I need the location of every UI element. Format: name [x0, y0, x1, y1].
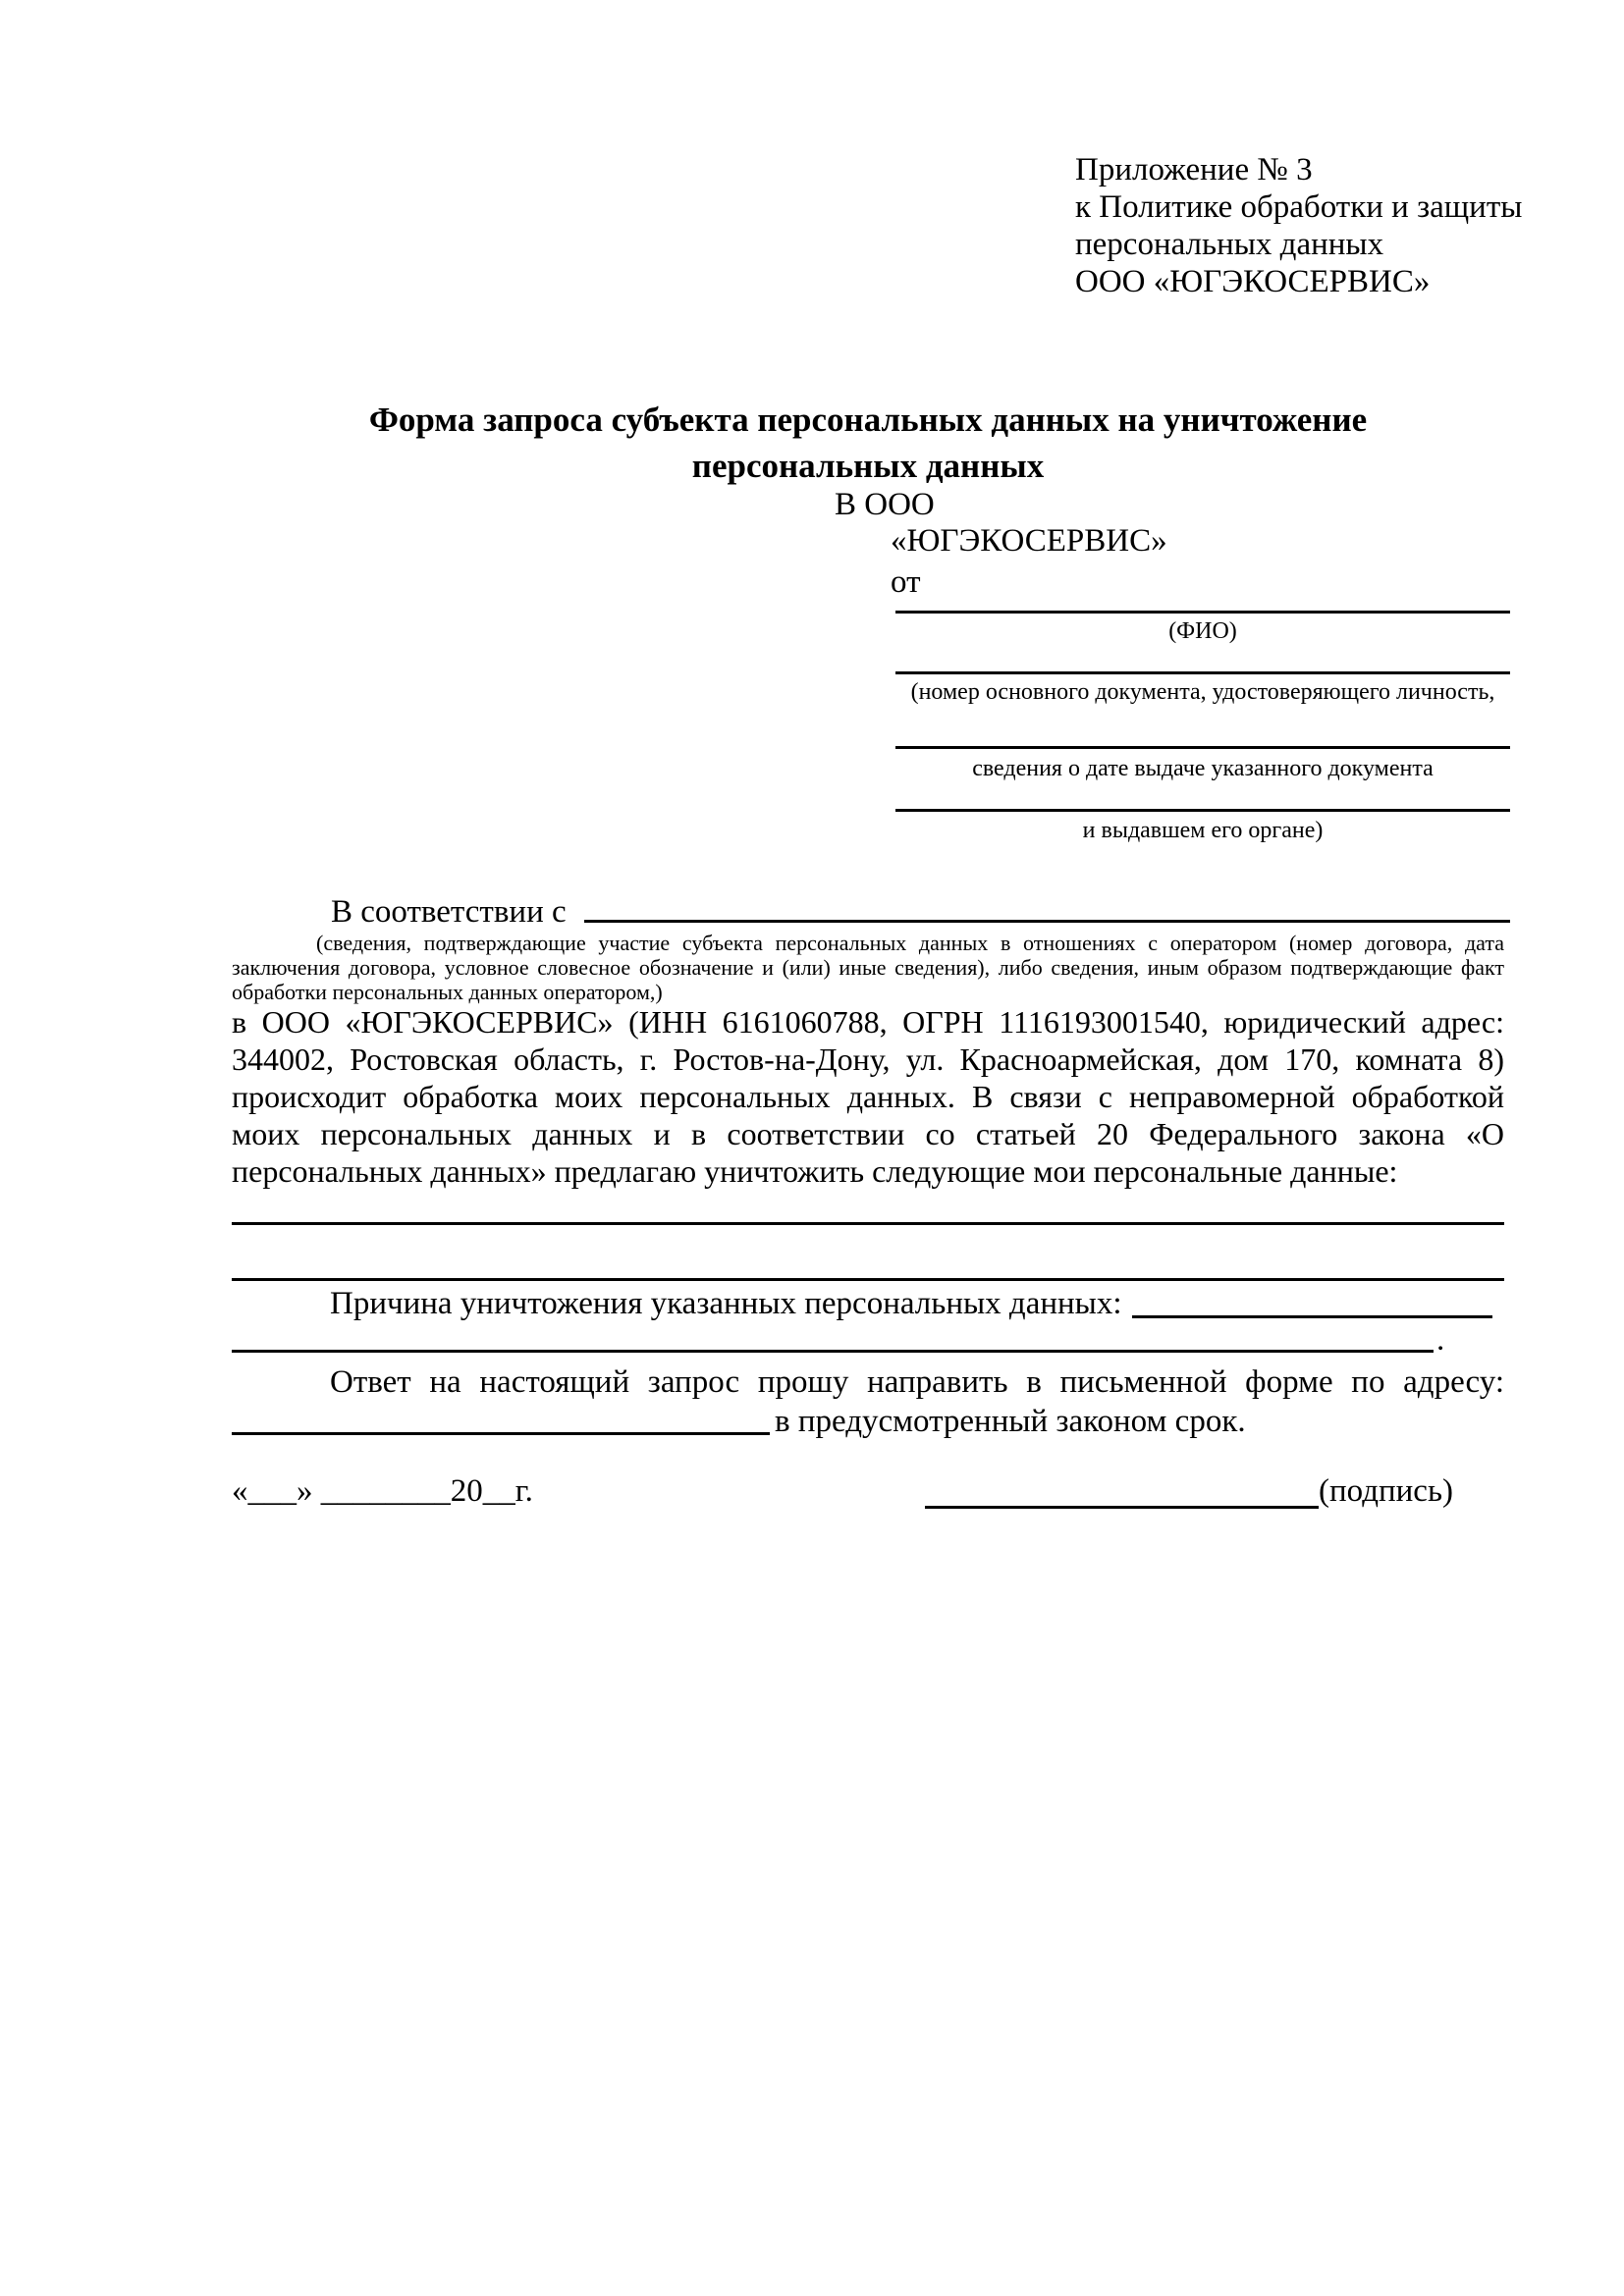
issue-date-blank-line [895, 746, 1510, 749]
body-line-4: моих персональных данных и в соответствии со статьей 20 Федерального закона «О [232, 1116, 1504, 1151]
fio-caption: (ФИО) [1168, 618, 1237, 644]
issuer-caption: и выдавшем его органе) [1082, 818, 1324, 843]
fine-print-line-2: заключения договора, условное словесное обозначение и (или) иные сведения), либо сведения, иным образом подтверждающие факт [232, 955, 1504, 980]
recipient-to: В ООО [835, 487, 935, 522]
date-blank-line: «___» ________20__г. [232, 1473, 533, 1509]
appendix-line-1: Приложение № 3 [1075, 152, 1313, 187]
body-paragraph [232, 1003, 1504, 1190]
document-number-blank-line [895, 671, 1510, 674]
body-line-1: в ООО «ЮГЭКОСЕРВИС» (ИНН 6161060788, ОГРН 1116193001540, юридический адрес: [232, 1004, 1504, 1040]
fine-print-line-3: обработки персональных данных оператором,) [232, 980, 663, 1004]
reply-address-blank-line [232, 1432, 770, 1435]
document-number-caption: (номер основного документа, удостоверяющего личность, [910, 679, 1495, 705]
issue-date-caption: сведения о дате выдаче указанного документа [972, 756, 1434, 781]
data-blank-line-2 [232, 1278, 1504, 1281]
recipient-org: «ЮГЭКОСЕРВИС» [891, 523, 1167, 559]
document-title-line-2: персональных данных [691, 447, 1045, 485]
reply-request-suffix: в предусмотренный законом срок. [775, 1404, 1246, 1439]
data-blank-line-1 [232, 1222, 1504, 1225]
signature-caption: (подпись) [1319, 1473, 1453, 1509]
appendix-line-4: ООО «ЮГЭКОСЕРВИС» [1075, 264, 1431, 299]
recipient-from: от [891, 564, 921, 600]
appendix-note [1075, 151, 1522, 300]
fine-print-line-1: (сведения, подтверждающие участие субъекта персональных данных в отношениях с оператором (номер договора, дата [316, 931, 1504, 955]
document-title-line-1: Форма запроса субъекта персональных данных на уничтожение [368, 400, 1368, 439]
fio-blank-line [895, 611, 1510, 614]
appendix-line-3: персональных данных [1075, 227, 1384, 262]
signature-blank-line [925, 1506, 1319, 1509]
document-title [232, 397, 1504, 489]
reason-lead: Причина уничтожения указанных персональных данных: [330, 1286, 1122, 1321]
reason-blank-line-1 [1132, 1315, 1492, 1318]
body-line-3: происходит обработка моих персональных данных. В связи с неправомерной обработкой [232, 1079, 1504, 1114]
reason-terminator: . [1436, 1322, 1445, 1358]
reason-blank-line-2 [232, 1350, 1434, 1353]
issuer-blank-line [895, 809, 1510, 812]
fine-print-note [232, 931, 1504, 1004]
accordance-blank-line [584, 920, 1510, 923]
reply-request-line: Ответ на настоящий запрос прошу направить в письменной форме по адресу: [330, 1364, 1504, 1400]
appendix-line-2: к Политике обработки и защиты [1075, 189, 1523, 225]
body-line-2: 344002, Ростовская область, г. Ростов-на-Дону, ул. Красноармейская, дом 170, комната 8) [232, 1041, 1504, 1077]
accordance-lead: В соответствии с [331, 894, 567, 930]
body-line-5: персональных данных» предлагаю уничтожить следующие мои персональные данные: [232, 1153, 1398, 1189]
